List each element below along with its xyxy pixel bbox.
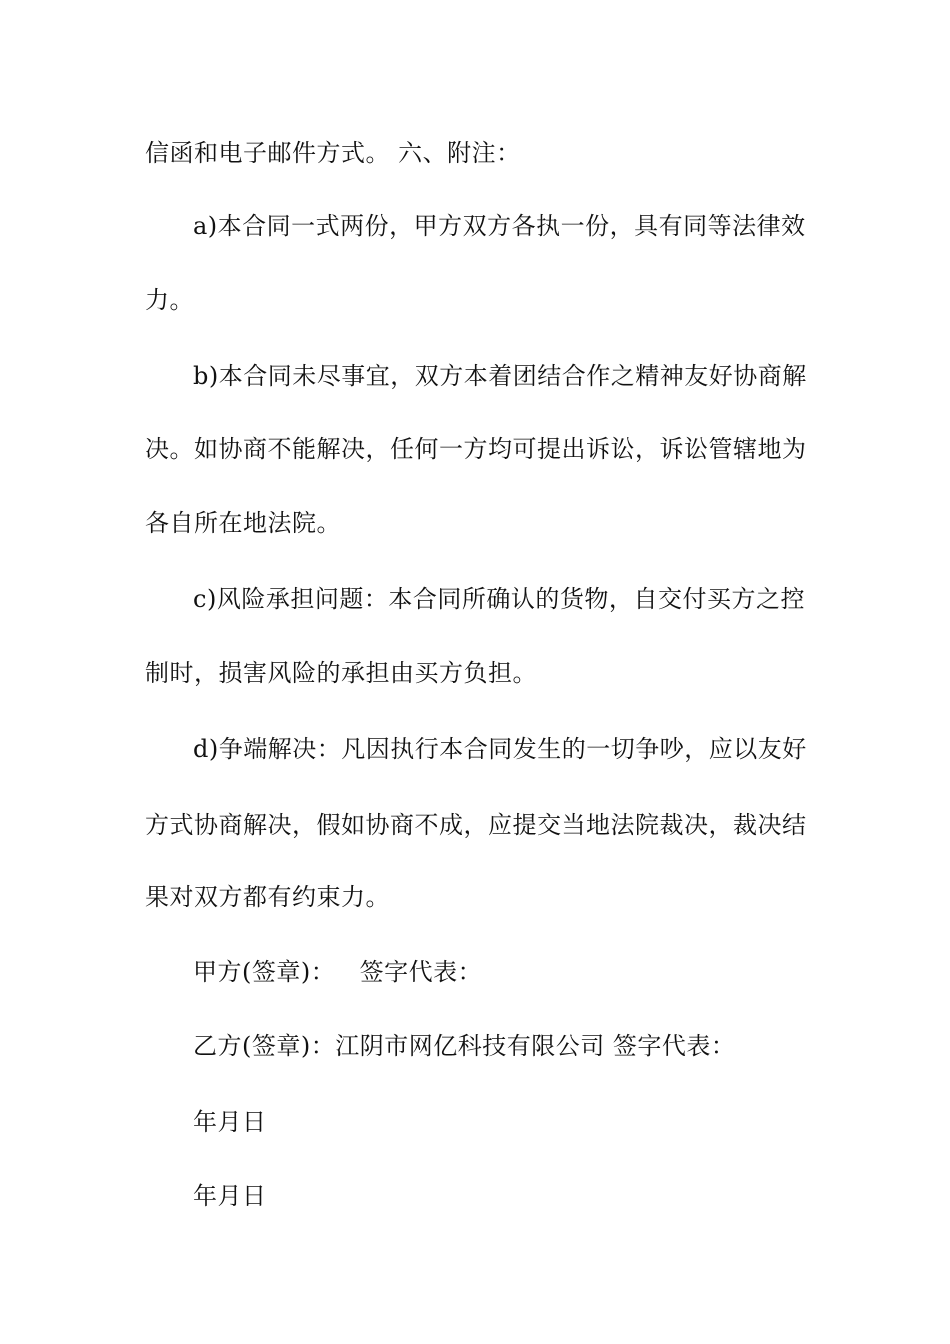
clause-b-line-1: b)本合同未尽事宜，双方本着团结合作之精神友好协商解 [193, 362, 807, 390]
clause-b-line-2: 决。如协商不能解决，任何一方均可提出诉讼，诉讼管辖地为 [145, 435, 807, 463]
clause-d-line-1: d)争端解决：凡因执行本合同发生的一切争吵，应以友好 [193, 735, 807, 763]
clause-c-line-1: c)风险承担问题：本合同所确认的货物，自交付买方之控 [193, 585, 805, 613]
party-a-signature-line: 甲方(签章)： 签字代表： [193, 958, 483, 986]
date-line-1: 年月日 [193, 1108, 267, 1136]
clause-c-line-2: 制时，损害风险的承担由买方负担。 [145, 659, 537, 687]
text-line-notice-methods: 信函和电子邮件方式。 六、附注： [145, 139, 521, 167]
party-b-signature-line: 乙方(签章)：江阴市网亿科技有限公司 签字代表： [193, 1032, 736, 1060]
date-line-2: 年月日 [193, 1182, 267, 1210]
clause-a-line-1: a)本合同一式两份，甲方双方各执一份，具有同等法律效 [193, 212, 806, 240]
clause-a-line-2: 力。 [145, 286, 194, 314]
clause-d-line-3: 果对双方都有约束力。 [145, 883, 390, 911]
clause-d-line-2: 方式协商解决，假如协商不成，应提交当地法院裁决，裁决结 [145, 811, 807, 839]
clause-b-line-3: 各自所在地法院。 [145, 509, 341, 537]
